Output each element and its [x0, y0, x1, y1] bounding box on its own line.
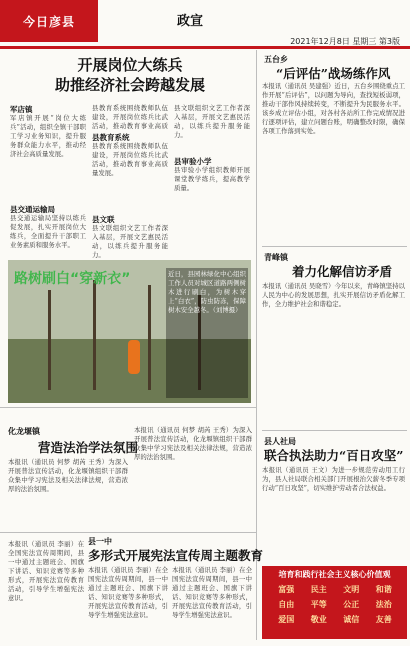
article-body: 本报讯（通讯员 何梦 胡芮 王秀）为深入开展普法宣传活动，化龙堰镇组织干部群众集中学习宪法及相关法律法规，营造浓厚的法治氛围。 [8, 458, 128, 493]
value-word: 自由 [278, 600, 295, 609]
issue-info: 2021年12月8日 星期三 第3版 [290, 37, 400, 46]
section-divider [0, 407, 256, 408]
tree-trunk [93, 280, 96, 390]
lead-body: 县文联组织文艺工作者深入基层，开展文艺惠民活动，以练兵提升服务能力。 [174, 104, 250, 139]
banner-title: 培育和践行社会主义核心价值观 [278, 570, 391, 579]
article-title: 多形式开展宪法宣传周主题教育 [88, 548, 264, 563]
article-body: 本报讯（通讯员 吴晓雪）今年以来，青峰镇坚持以人民为中心的发展思想，扎实开展信访矛盾化解工作，全力维护社会和谐稳定。 [262, 282, 405, 308]
lead-sub-heading: 县交通运输局 [10, 205, 55, 214]
lead-title-line2: 助推经济社会跨越发展 [54, 76, 205, 94]
tree-trunk [48, 290, 51, 390]
article-kicker: 五台乡 [264, 55, 288, 64]
article-body: 本报讯（通讯员 何梦 胡芮 王秀）为深入开展普法宣传活动，化龙堰镇组织干部群众集中学习宪法及相关法律法规，营造浓厚的法治氛围。 [134, 426, 252, 461]
value-word: 公正 [343, 600, 360, 609]
article-body: 本报讯（通讯员 李丽）在全国宪法宣传周期间，县一中通过主题班会、国旗下讲话、知识竞赛等多种形式，开展宪法宣传教育活动，引导学生增强宪法意识。 [172, 566, 252, 619]
article-kicker: 县一中 [88, 537, 112, 546]
lead-sub-heading: 县教育系统 [92, 133, 130, 142]
lead-body: 县交通运输局坚持以练兵促发展，扎实开展岗位大练兵，全面提升干部职工业务素质和服务水平。 [10, 214, 86, 249]
article-body: 本报讯（通讯员 李丽）在全国宪法宣传周期间，县一中通过主题班会、国旗下讲话、知识竞赛等多种形式，开展宪法宣传教育活动，引导学生增强宪法意识。 [88, 566, 168, 619]
article-title: 联合执法助力“百日攻坚” [264, 448, 404, 463]
value-word: 友善 [375, 615, 392, 624]
lead-sub-heading: 县审验小学 [174, 157, 212, 166]
value-word: 爱国 [278, 615, 295, 624]
article-kicker: 化龙堰镇 [8, 427, 40, 436]
value-word: 文明 [343, 585, 360, 594]
article-body: 本报讯（通讯员 王文）为进一步规范劳动用工行为，县人社局联合相关部门开展根治欠薪冬季专项行动“百日攻坚”，切实维护劳动者合法权益。 [262, 466, 405, 492]
tree-trunk [148, 285, 151, 390]
photo-overlay-title: 路树刷白“穿新衣” [14, 271, 131, 287]
section-divider [0, 532, 256, 533]
lead-body: 军店镇开展“岗位大练兵”活动，组织全镇干部职工学习业务知识，提升服务群众能力水平，推动经济社会高质量发展。 [10, 114, 86, 158]
lead-body: 县文联组织文艺工作者深入基层，开展文艺惠民活动，以练兵提升服务能力。 [92, 224, 168, 258]
header-rule [0, 46, 410, 49]
masthead-logo: 今日彦县 [0, 0, 98, 42]
worker-figure [128, 340, 140, 374]
value-word: 敬业 [310, 615, 327, 624]
lead-title-line1: 开展岗位大练兵 [77, 56, 183, 74]
lead-sub-heading: 军店镇 [10, 105, 33, 114]
section-divider [262, 246, 407, 247]
core-values-banner [262, 566, 407, 639]
value-word: 平等 [310, 600, 327, 609]
article-title: 着力化解信访矛盾 [292, 264, 393, 279]
article-body: 本报讯（通讯员 吴建强）近日，五台乡围绕重点工作开展“后评估”，以问题为导向，查找短板弱项，推动干部作风持续转变，不断提升为民服务水平。该乡成立评估小组，对各村各站所工作完成情况进行逐项评估，建立问题台账，明确整改时限，确保各项工作落到实处。 [262, 82, 405, 135]
lead-body: 县审验小学组织教师开展课堂教学练兵，提高教学质量。 [174, 166, 250, 192]
article-body: 本报讯（通讯员 李丽）在全国宪法宣传周期间，县一中通过主题班会、国旗下讲话、知识竞赛等多种形式，开展宪法宣传教育活动，引导学生增强宪法意识。 [8, 540, 84, 602]
section-divider [262, 430, 407, 431]
photo-caption: 近日，县园林绿化中心组织工作人员对城区道路两侧树木进行刷白，为树木穿上“白衣”，防虫防冻，保障树木安全越冬。（刘博摄） [166, 268, 248, 398]
lead-body: 县教育系统围绕教师队伍建设，开展岗位练兵比武活动，推动教育事业高质量发展。 [92, 142, 168, 177]
value-word: 民主 [310, 585, 327, 594]
values-grid [270, 584, 400, 625]
lead-body: 县教育系统围绕教师队伍建设，开展岗位练兵比武活动，推动教育事业高质 [92, 104, 168, 130]
article-title: “后评估”战场练作风 [276, 66, 391, 81]
article-kicker: 青峰镇 [264, 253, 288, 262]
value-word: 法治 [375, 600, 392, 609]
page-header [0, 0, 410, 44]
value-word: 诚信 [343, 615, 360, 624]
article-kicker: 县人社局 [264, 437, 296, 446]
value-word: 和谐 [375, 585, 392, 594]
lead-sub-heading: 县文联 [92, 215, 115, 224]
section-title: 政宣 [176, 14, 203, 29]
article-title: 营造法治学法氛围 [38, 440, 139, 455]
value-word: 富强 [278, 585, 295, 594]
